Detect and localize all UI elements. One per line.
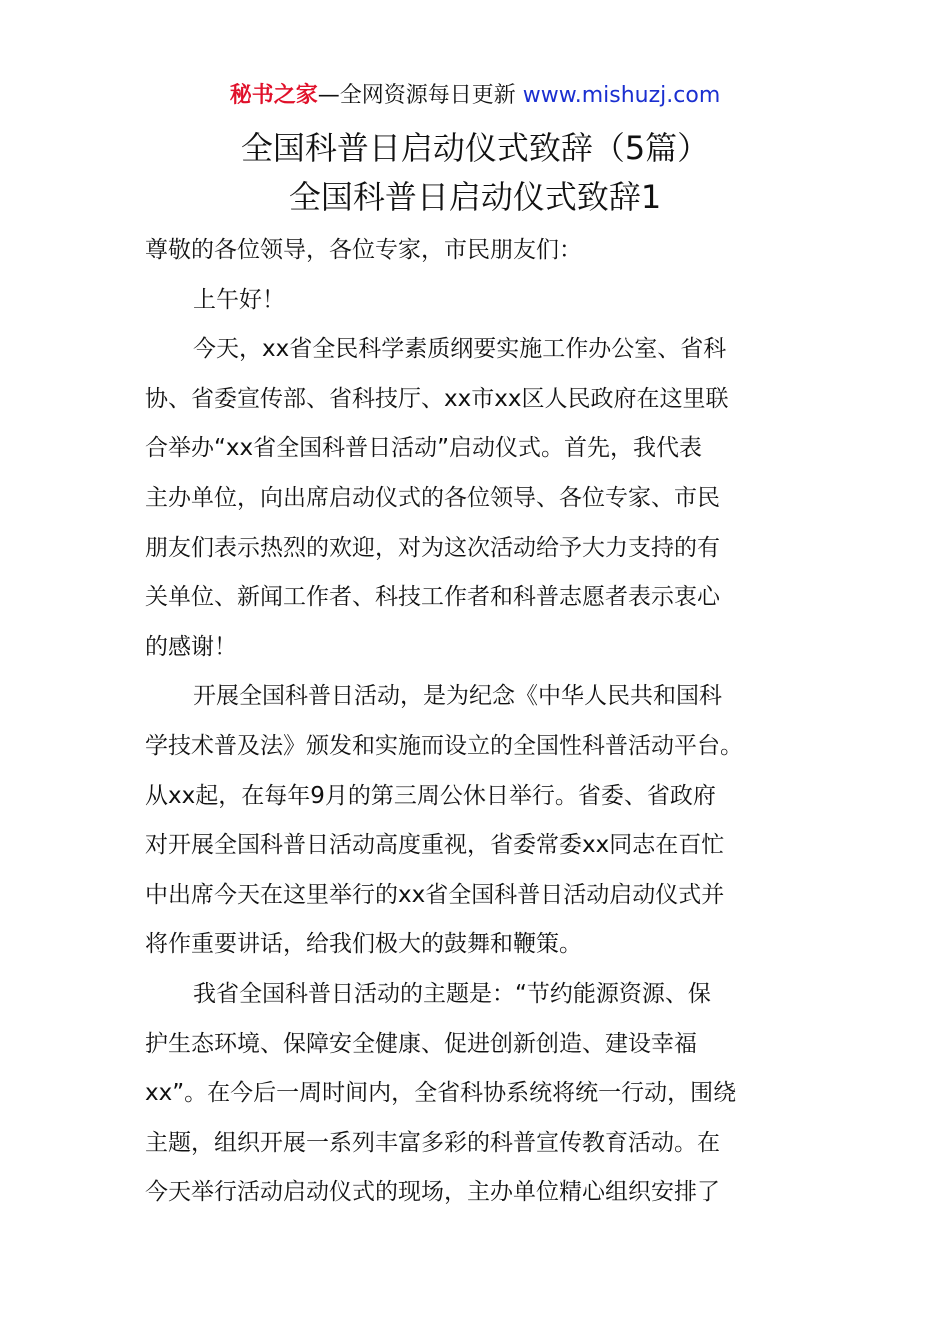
text-line: 中出席今天在这里举行的xx省全国科普日活动启动仪式并	[145, 881, 725, 908]
text-line: 朋友们表示热烈的欢迎，对为这次活动给予大力支持的有	[145, 534, 720, 561]
text-line: 的感谢！	[145, 633, 237, 660]
body-paragraph	[145, 325, 795, 672]
text-line: 上午好！	[193, 286, 285, 313]
text-line: 主办单位，向出席启动仪式的各位领导、各位专家、市民	[145, 484, 720, 511]
text-line: 主题，组织开展一系列丰富多彩的科普宣传教育活动。在	[145, 1129, 720, 1156]
text-line: xx”。在今后一周时间内，全省科协系统将统一行动，围绕	[145, 1080, 737, 1107]
body-paragraph	[145, 970, 795, 1218]
site-header	[0, 80, 950, 112]
text-line: 合举办“xx省全国科普日活动”启动仪式。首先，我代表	[145, 435, 703, 462]
document-title: 全国科普日启动仪式致辞（5篇）	[240, 129, 710, 167]
text-line: 今天举行活动启动仪式的现场，主办单位精心组织安排了	[145, 1179, 720, 1206]
text-line: 从xx起，在每年9月的第三周公休日举行。省委、省政府	[145, 782, 716, 809]
body-paragraph	[145, 672, 795, 970]
section-title: 全国科普日启动仪式致辞1	[288, 178, 662, 216]
text-line: 我省全国科普日活动的主题是：“节约能源资源、保	[193, 980, 711, 1007]
text-line: 学技术普及法》颁发和实施而设立的全国性科普活动平台。	[145, 732, 743, 759]
document-body	[145, 226, 795, 1218]
salutation-paragraph	[145, 226, 795, 276]
greeting-paragraph	[145, 276, 795, 326]
text-line: 尊敬的各位领导，各位专家，市民朋友们：	[145, 237, 582, 263]
text-line: 开展全国科普日活动，是为纪念《中华人民共和国科	[193, 683, 722, 710]
text-line: 今天，xx省全民科学素质纲要实施工作办公室、省科	[193, 336, 727, 363]
text-line: 协、省委宣传部、省科技厅、xx市xx区人民政府在这里联	[145, 385, 729, 412]
text-line: 对开展全国科普日活动高度重视，省委常委xx同志在百忙	[145, 832, 725, 859]
site-tagline: —全网资源每日更新	[317, 83, 516, 108]
site-url-link[interactable]: www.mishuzj.com	[522, 83, 721, 108]
text-line: 关单位、新闻工作者、科技工作者和科普志愿者表示衷心	[145, 584, 720, 611]
text-line: 护生态环境、保障安全健康、促进创新创造、建设幸福	[145, 1030, 697, 1057]
text-line: 将作重要讲话，给我们极大的鼓舞和鞭策。	[145, 931, 582, 958]
site-brand: 秘书之家	[229, 83, 318, 108]
